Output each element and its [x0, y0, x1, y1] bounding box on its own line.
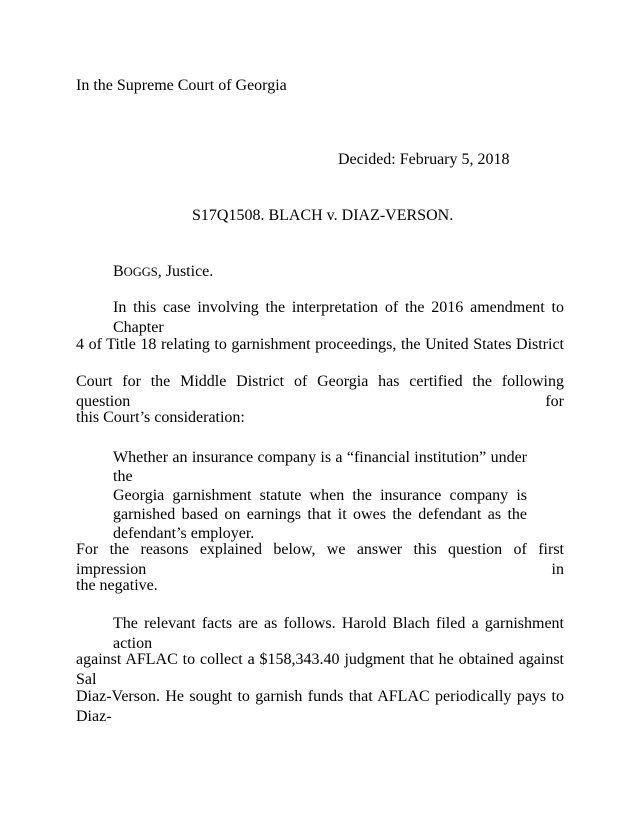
para1-line-4: this Court’s consideration:: [76, 409, 245, 426]
block-quote: [113, 448, 527, 543]
case-title: S17Q1508. BLACH v. DIAZ-VERSON.: [192, 207, 454, 224]
author-smallcaps: OGGS: [123, 265, 158, 279]
para2-line-1: For the reasons explained below, we answer this question of first impression in: [76, 541, 564, 578]
para1-line-1: In this case involving the interpretation of the 2016 amendment to Chapter: [113, 299, 564, 336]
para1-line-3: Court for the Middle District of Georgia has certified the following question for: [76, 373, 564, 410]
author-initial: B: [113, 263, 124, 280]
quote-line-1: Whether an insurance company is a “financial institution” under the: [113, 449, 527, 485]
para2-line-2: the negative.: [76, 577, 158, 594]
decided-date: Decided: February 5, 2018: [338, 151, 510, 168]
author-suffix: , Justice.: [157, 263, 214, 280]
quote-line-4: defendant’s employer.: [113, 525, 255, 542]
para3-line-3: Diaz-Verson. He sought to garnish funds that AFLAC periodically pays to Diaz-: [76, 688, 564, 725]
author-line: [113, 262, 213, 282]
court-heading: In the Supreme Court of Georgia: [76, 77, 287, 94]
quote-line-3: garnished based on earnings that it owes the defendant as the: [113, 506, 527, 523]
quote-line-2: Georgia garnishment statute when the insurance company is: [113, 487, 527, 504]
para3-line-1: The relevant facts are as follows. Harold Blach filed a garnishment action: [113, 615, 564, 652]
para3-line-2: against AFLAC to collect a $158,343.40 judgment that he obtained against Sal: [76, 651, 564, 688]
para1-line-2: 4 of Title 18 relating to garnishment proceedings, the United States District: [76, 336, 564, 353]
